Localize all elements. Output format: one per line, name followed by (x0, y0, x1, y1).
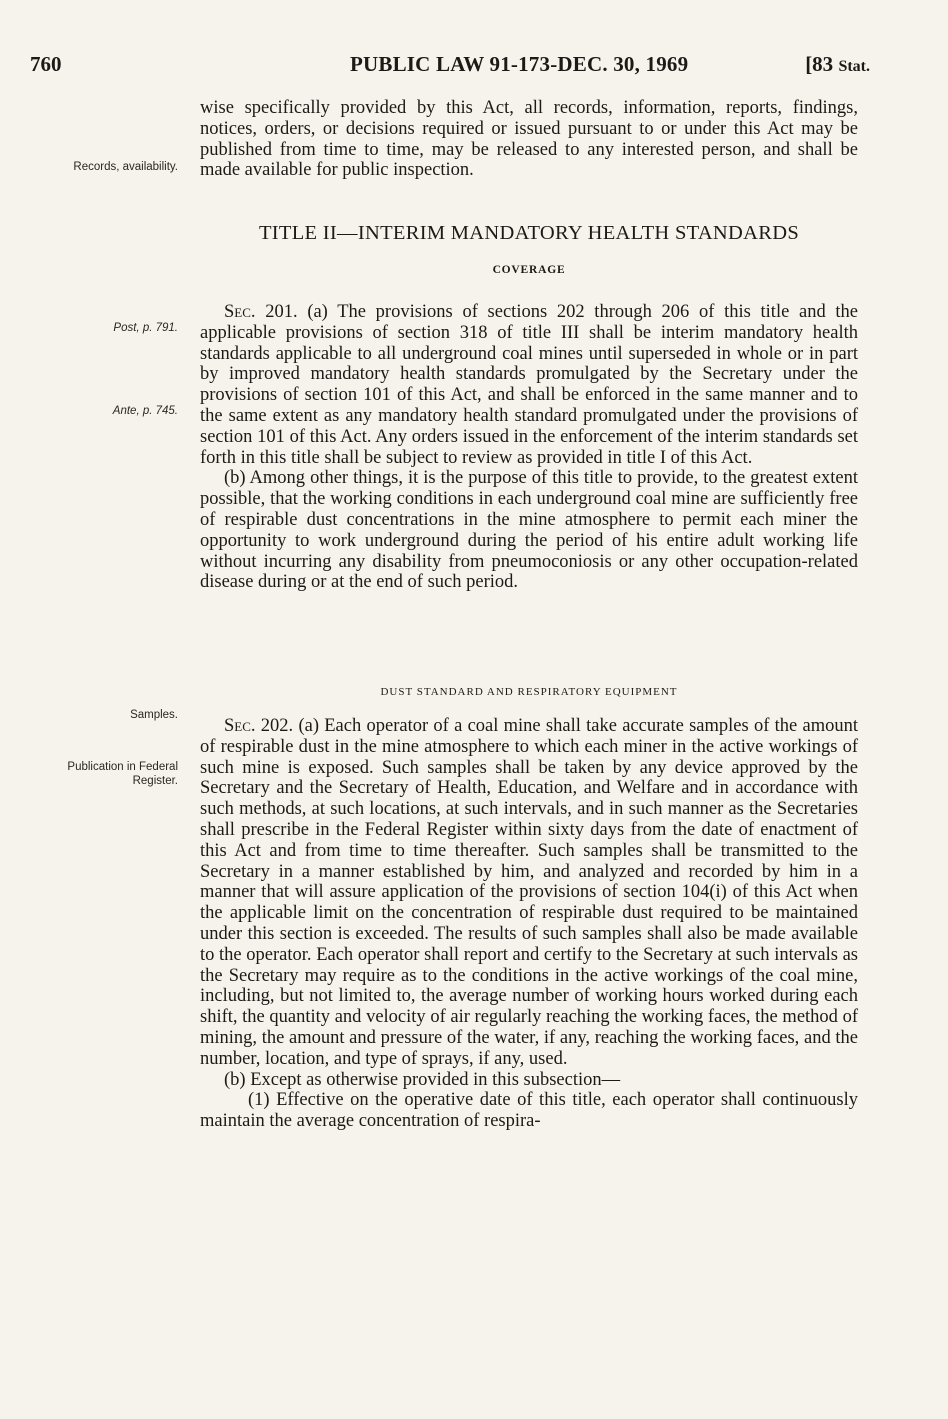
section-201-a (200, 302, 858, 468)
statute-label: Stat. (838, 58, 870, 75)
margin-note-ante: Ante, p. 745. (112, 405, 178, 417)
section-202 (200, 716, 858, 1132)
section-201-b: (b) Among other things, it is the purpose of this title to provide, to the greatest extent possible, that the working conditions in each underground coal mine are sufficiently free of respirable dust concentrations in the mine atmosphere to permit each miner the opportunity to work underground during the period of his entire adult working life without incurring any disability from pneumoconiosis or any other occupation-related disease during or at the end of such period. (200, 468, 858, 593)
volume-number: [83 (805, 52, 839, 76)
top-paragraph: wise specifically provided by this Act, all records, information, reports, findings, notices, orders, or decisions required or issued pursuant to or under this Act may be published from time to time, may be released to any interested person, and shall be made available for public inspection. (200, 98, 858, 181)
section-202-label: Sec. 202. (224, 716, 294, 736)
running-title: PUBLIC LAW 91-173-DEC. 30, 1969 (350, 52, 689, 76)
volume-reference (805, 52, 870, 77)
margin-note-records: Records, availability. (73, 161, 178, 173)
page-number: 760 (30, 52, 62, 76)
section-202-b: (b) Except as otherwise provided in this subsection— (224, 1069, 621, 1090)
title-heading: TITLE II—INTERIM MANDATORY HEALTH STANDARDS (258, 222, 800, 244)
section-202-a (200, 716, 858, 1070)
page-header (30, 52, 870, 84)
section-201 (200, 302, 858, 593)
section-201-a-text: (a) The provisions of sections 202 through 206 of this title and the applicable provisions of section 318 of title III shall be interim mandatory health standards applicable to all underground coal mines until superseded in whole or in part by improved mandatory health standards promulgated by the Secretary under the provisions of section 101 of this Act, and shall be enforced in the same manner and to the same extent as any mandatory health standard promulgated under the provisions of section 101 of this Act. Any orders issued in the enforcement of the interim standards set forth in this title shall be subject to review as provided in title I of this Act. (200, 302, 859, 468)
section-201-label: Sec. 201. (224, 302, 298, 322)
section-202-a-text: (a) Each operator of a coal mine shall take accurate samples of the amount of respirable dust in the mine atmosphere to which each miner in the active workings of such mine is exposed. Such samples shall be taken by any device approved by the Secretary and the Secretary of Health, Education, and Welfare and in accordance with such methods, at such locations, at such intervals, and in such manner as the Secretaries shall prescribe in the Federal Register within sixty days from the date of enactment of this Act and from time to time thereafter. Such samples shall be transmitted to the Secretary in a manner established by him, and analyzed and recorded by him in a manner that will assure application of the provisions of section 104(i) of this Act when the applicable limit on the concentration of respirable dust required to be maintained under this section is exceeded. The results of such samples shall also be made available to the operator. Each operator shall report and certify to the Secretary at such intervals as the Secretary may require as to the conditions in the active workings of the coal mine, including, but not limited to, the average number of working hours worked during each shift, the quantity and velocity of air regularly reaching the working faces, the method of mining, the amount and pressure of the water, if any, reaching the working faces, and the number, location, and type of sprays, if any, used. (200, 716, 859, 1069)
section-202-b1: (1) Effective on the operative date of this title, each operator shall continuously maintain the average concentration of respira- (200, 1090, 858, 1132)
margin-note-publication: Publication in Federal Register. (67, 761, 178, 787)
margin-note-post: Post, p. 791. (113, 322, 178, 334)
dust-heading: DUST STANDARD AND RESPIRATORY EQUIPMENT (380, 686, 678, 698)
top-paragraph-block (200, 98, 858, 181)
margin-note-samples: Samples. (130, 709, 178, 721)
coverage-heading: COVERAGE (492, 264, 566, 276)
